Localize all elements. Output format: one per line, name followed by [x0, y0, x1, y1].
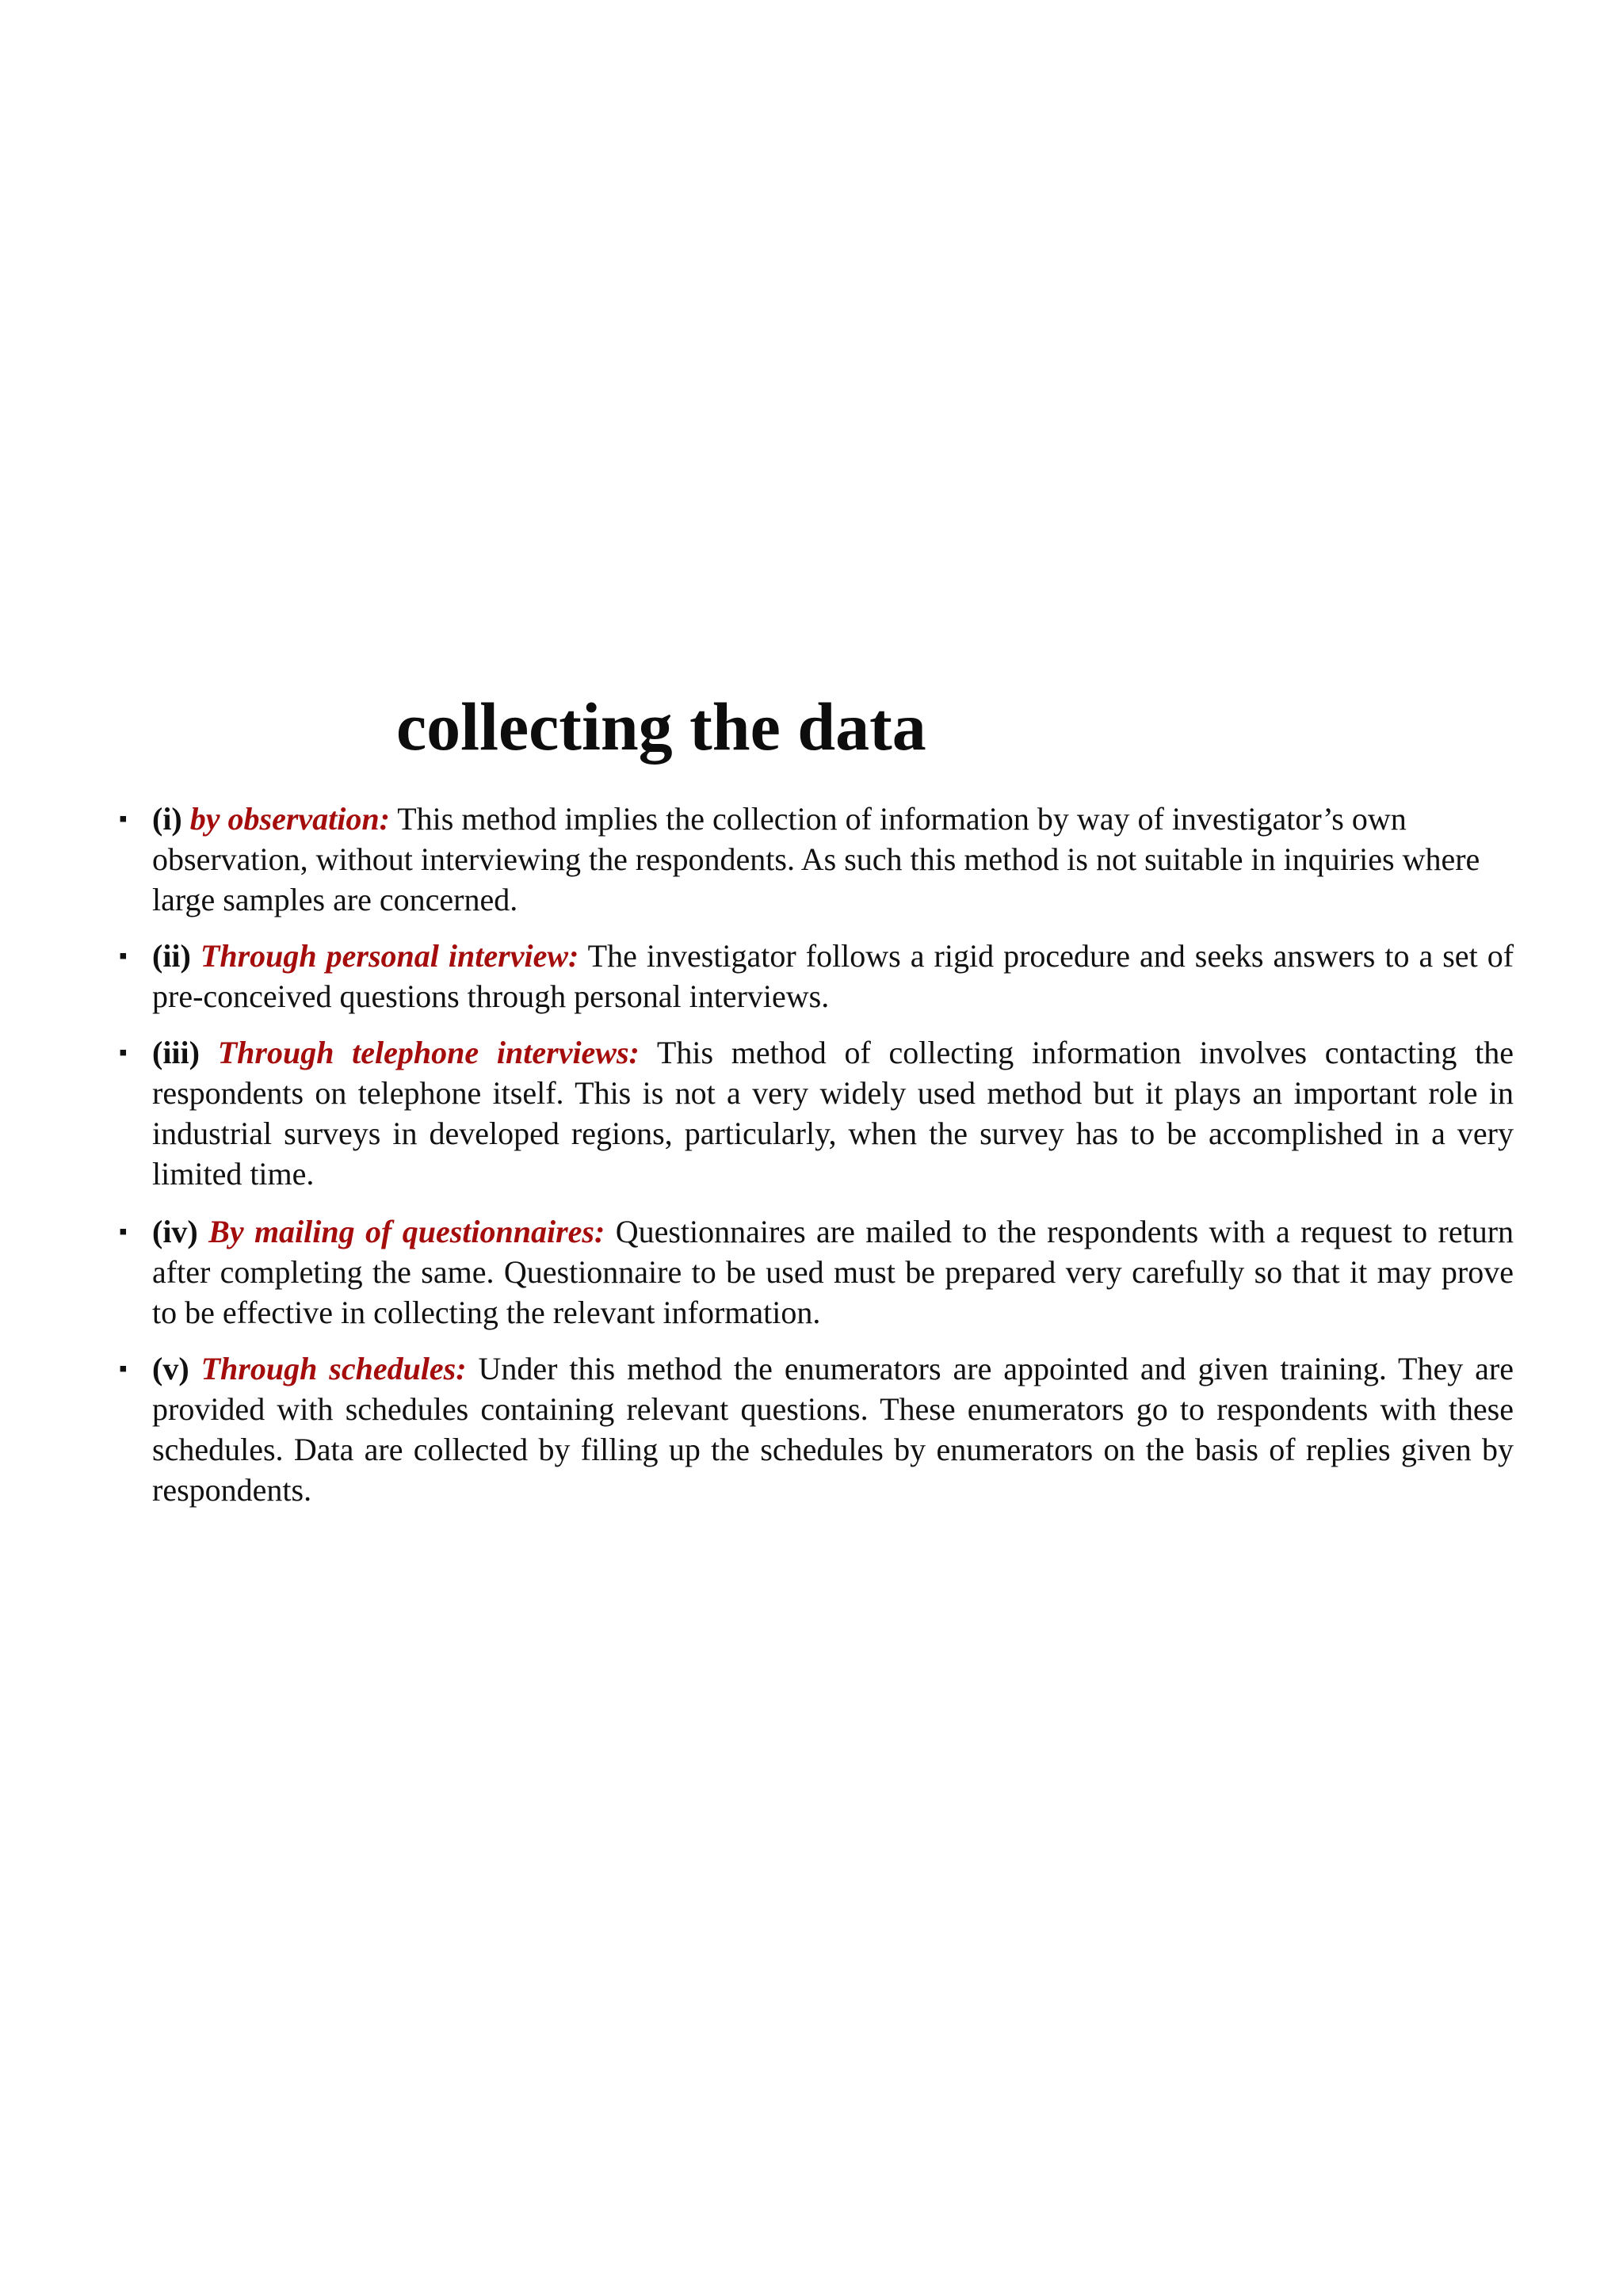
list-item-personal-interview [119, 936, 1514, 1016]
item-number: (iv) [152, 1214, 198, 1249]
item-number: (ii) [152, 938, 191, 974]
list-item-observation [119, 799, 1514, 920]
page-title: collecting the data [396, 688, 926, 765]
bullet-icon: ▪ [119, 806, 128, 832]
item-term: Through telephone interviews: [217, 1035, 640, 1070]
item-term: Through schedules: [200, 1351, 467, 1386]
item-text: This method of collecting information involves contacting the respondents on telephone itself. This is not a very widely used method but it plays an important role in industrial surveys in developed regions, particularly, when the survey has to be accomplished in a very limited time. [152, 1035, 1514, 1192]
item-text: This method implies the collection of information by way of investigator’s own observation, without interviewing the respondents. As such this method is not suitable in inquiries where large samples are concerned. [152, 801, 1480, 917]
item-number: (i) [152, 801, 182, 837]
item-term: By mailing of questionnaires: [208, 1214, 605, 1249]
bullet-icon: ▪ [119, 943, 128, 969]
bullet-icon: ▪ [119, 1219, 128, 1245]
bullet-icon: ▪ [119, 1356, 128, 1382]
item-text: Questionnaires are mailed to the respondents with a request to return after completing the same. Questionnaire to be used must be prepared very carefully so that it may prove to be effective in collecting the relevant information. [152, 1214, 1514, 1330]
list-item-telephone-interviews [119, 1032, 1514, 1194]
list-item-mailing-questionnaires [119, 1211, 1514, 1333]
method-list [119, 799, 1514, 1510]
item-term: Through personal interview: [200, 938, 579, 974]
item-text: The investigator follows a rigid procedure and seeks answers to a set of pre-conceived questions through personal interviews. [152, 938, 1514, 1014]
bullet-icon: ▪ [119, 1039, 128, 1066]
item-number: (v) [152, 1351, 189, 1386]
item-text: Under this method the enumerators are appointed and given training. They are provided with schedules containing relevant questions. These enumerators go to respondents with these schedules. Data are collected by filling up the schedules by enumerators on the basis of replies given by respondents. [152, 1351, 1514, 1508]
item-number: (iii) [152, 1035, 200, 1070]
item-term: by observation: [189, 801, 390, 837]
list-item-schedules [119, 1348, 1514, 1510]
